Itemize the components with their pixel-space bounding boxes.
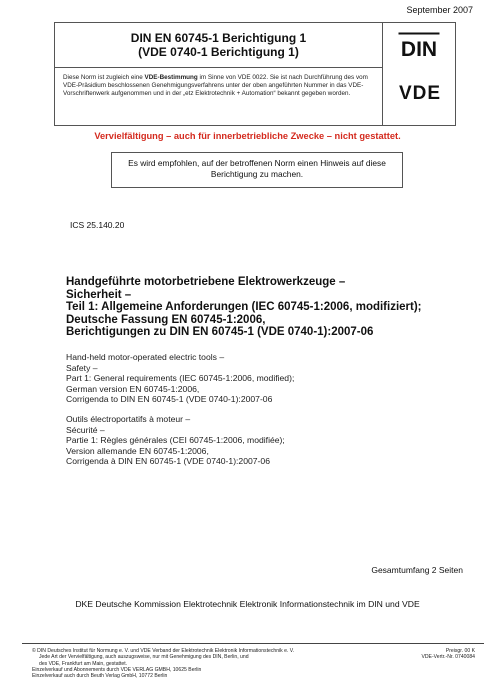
footer-line: © DIN Deutsches Institut für Normung e. V. und VDE Verband der Elektrotechnik Elektronik Informationstechnik e. V. — [32, 648, 295, 654]
title-english — [66, 352, 461, 405]
title-english-line: Corrigenda to DIN EN 60745-1 (VDE 0740-1):2007-06 — [66, 394, 273, 405]
reproduction-notice: Vervielfältigung – auch für innerbetriebliche Zwecke – nicht gestattet. — [94, 131, 401, 141]
footer-line: des VDE, Frankfurt am Main, gestattet. — [39, 660, 128, 667]
title-german-line: Handgeführte motorbetriebene Elektrowerkzeuge – — [66, 276, 346, 288]
footer-divider — [22, 643, 484, 644]
title-german-line: Deutsche Fassung EN 60745-1:2006, — [66, 313, 266, 326]
title-english-line: Part 1: General requirements (IEC 60745-1:2006, modified); — [66, 373, 295, 384]
publication-date: September 2007 — [406, 5, 473, 15]
din-logo — [398, 32, 440, 59]
footer-line: Jede Art der Vervielfältigung, auch auszugsweise, nur mit Genehmigung des DIN, Berlin, und — [39, 654, 249, 661]
title-french-line: Outils électroportatifs à moteur – — [66, 414, 191, 424]
title-german — [66, 276, 461, 339]
footer-copyright — [32, 648, 392, 679]
title-french-line: Partie 1: Règles générales (CEI 60745-1:2006, modifiée); — [66, 435, 285, 446]
vde-note-bold: VDE-Bestimmung — [144, 74, 198, 81]
footer-line: Einzelverkauf auch durch Beuth Verlag GmbH, 10772 Berlin — [32, 673, 168, 680]
document-title-line1: DIN EN 60745-1 Berichtigung 1 — [130, 31, 307, 45]
price-group: Preisgr. 00 K — [445, 648, 475, 654]
dke-line: DKE Deutsche Kommission Elektrotechnik Elektronik Informationstechnik im DIN und VDE — [75, 599, 420, 609]
footer-price — [421, 648, 475, 661]
title-english-line: German version EN 60745-1:2006, — [66, 383, 200, 394]
document-title-line2: (VDE 0740-1 Berichtigung 1) — [138, 45, 299, 59]
vde-note-part1: Diese Norm ist zugleich eine — [63, 74, 145, 81]
vde-order-number: VDE-Vertr.-Nr. 0740084 — [421, 654, 475, 661]
title-french-line: Corrigenda à DIN EN 60745-1 (VDE 0740-1):2007-06 — [66, 456, 270, 467]
vde-logo-text: VDE — [398, 83, 442, 103]
recommendation-box: Es wird empfohlen, auf der betroffenen Norm einen Hinweis auf diese Berichtigung zu machen. — [111, 152, 403, 188]
vde-logo — [392, 81, 448, 103]
vde-note-part2: im Sinne von VDE 0022. Sie ist nach Durchführung des vom VDE-Präsidium beschlossenen Genehmigungsverfahrens unter der oben angeführten Nummer in das VDE-Vorschriftenwerk aufgenommen und in der „etz Elektrotechnik + Automation“ bekannt gegeben worden. — [63, 74, 368, 98]
document-title — [55, 23, 383, 68]
title-french-line: Version allemande EN 60745-1:2006, — [66, 445, 209, 456]
title-english-line: Safety – — [66, 362, 98, 373]
header-box — [54, 22, 456, 126]
title-german-line: Berichtigungen zu DIN EN 60745-1 (VDE 0740-1):2007-06 — [66, 326, 374, 339]
din-logo-text: DIN — [400, 38, 438, 59]
title-german-line: Sicherheit – — [66, 288, 132, 301]
title-french — [66, 414, 461, 467]
footer-line: Einzelverkauf und Abonnements durch VDE VERLAG GMBH, 10625 Berlin — [32, 666, 202, 673]
vde-note — [55, 68, 383, 125]
title-french-line: Sécurité – — [66, 424, 105, 435]
page-count: Gesamtumfang 2 Seiten — [371, 565, 463, 575]
ics-code: ICS 25.140.20 — [70, 220, 125, 230]
title-english-line: Hand-held motor-operated electric tools – — [66, 352, 225, 362]
title-german-line: Teil 1: Allgemeine Anforderungen (IEC 60745-1:2006, modifiziert); — [66, 301, 422, 314]
